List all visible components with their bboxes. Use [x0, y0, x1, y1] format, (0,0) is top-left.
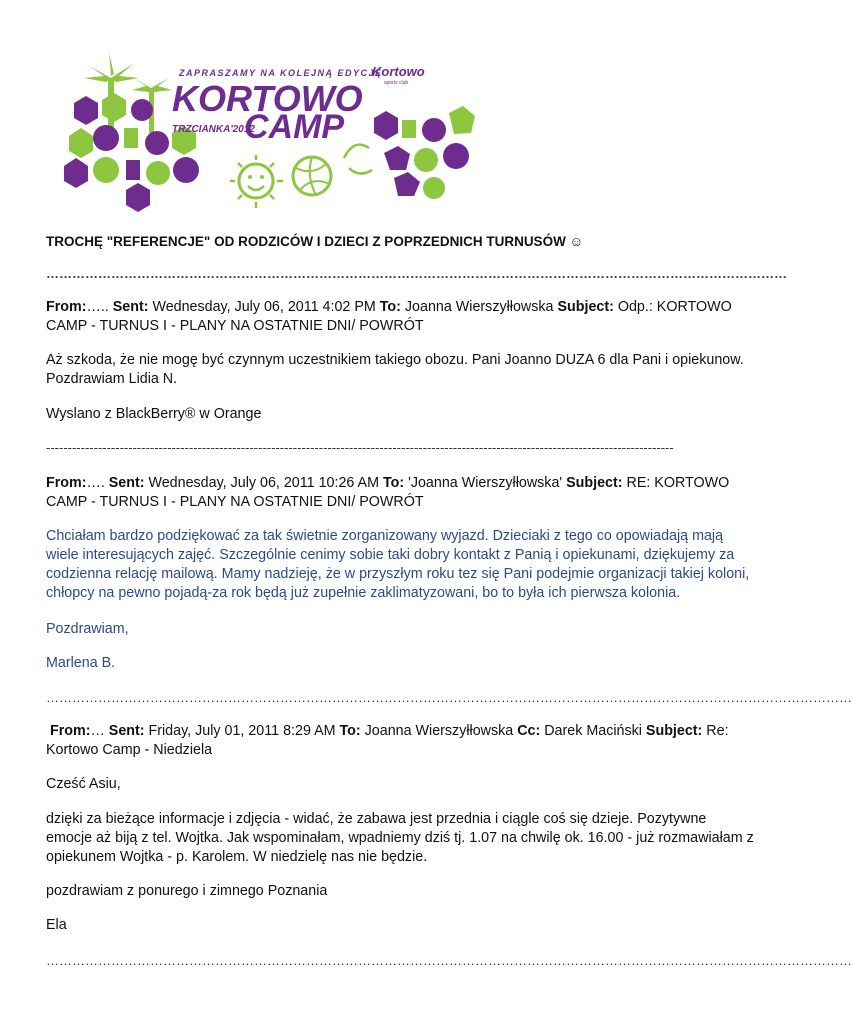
email-1-sent: Wednesday, July 06, 2011 4:02 PM	[148, 299, 380, 315]
separator-dots: ………………………………………………………………………………………………………………………………………………………	[46, 266, 787, 281]
sent-label: Sent:	[112, 299, 149, 315]
email-3-from: …	[90, 723, 109, 739]
email-3-sent: Friday, July 01, 2011 8:29 AM	[144, 723, 340, 739]
from-label: From:	[49, 723, 91, 739]
email-2-body: Chciałam bardzo podziękować za tak świetnie zorganizowany wyjazd. Dzieciaki z tego co opowiadają mają wiele interesujących zajęć. Szczególnie cenimy sobie taki dobry kontakt z Panią i opiekunami, dziękujemy za codzienna relację mailową. Mamy nadzieję, że w przyszłym roku tez się Pani podejmie organizacji takiej koloni, chłopcy na pewno pojadą-za rok będą już zupełnie zaklimatyzowani, bo to była ich pierwsza kolonia.	[46, 528, 750, 601]
email-2-greeting: Pozdrawiam,	[46, 621, 129, 637]
separator-dashes: -------------------------------------------------------------------------------------------------------------------------------------------------	[46, 440, 674, 455]
squiggle-decoration	[344, 145, 372, 174]
email-1-from: …..	[86, 299, 113, 315]
smiling-sun-icon	[230, 155, 283, 208]
email-2-subject: RE: KORTOWO CAMP - TURNUS I - PLANY NA OSTATNIE DNI/ POWRÓT	[46, 475, 730, 510]
email-3-subject: Re: Kortowo Camp - Niedziela	[46, 723, 729, 758]
logo-brand-sub: sports club	[384, 80, 409, 86]
page-heading: TROCHĘ "REFERENCJE" OD RODZICÓW I DZIECI Z POPRZEDNICH TURNUSÓW ☺	[46, 234, 584, 249]
logo-title-kortowo: KORTOWO	[172, 78, 363, 119]
to-label: To:	[379, 299, 401, 315]
logo-title-camp: CAMP	[244, 108, 345, 146]
logo-place: TRZCIANKA'2012	[172, 124, 255, 135]
subject-label: Subject:	[566, 475, 623, 491]
email-3-body: dzięki za bieżące informacje i zdjęcia - widać, że zabawa jest przednia i ciągle coś się dzieje. Pozytywne emocje aż biją z tel. Wojtka. Jak wspominałam, wpadniemy dziś tj. 1.07 na chwilę ok. 16.00 - już rozmawiałam z opiekunem Wojtka - p. Karolem. W niedzielę nas nie będzie.	[46, 811, 754, 865]
email-1-to: Joanna Wierszyłłowska	[400, 299, 558, 315]
email-3-to: Joanna Wierszyłłowska	[360, 723, 518, 739]
email-3-closing: pozdrawiam z ponurego i zimnego Poznania	[46, 883, 328, 899]
email-1-footer: Wyslano z BlackBerry® w Orange	[46, 406, 262, 422]
subject-label: Subject:	[557, 299, 614, 315]
email-3-header	[46, 722, 756, 760]
email-2-to: 'Joanna Wierszyłłowska'	[404, 475, 567, 491]
email-2-sent: Wednesday, July 06, 2011 10:26 AM	[144, 475, 383, 491]
to-label: To:	[382, 475, 405, 491]
email-3-salutation: Cześć Asiu,	[46, 776, 121, 792]
email-3-cc: Darek Maciński	[540, 723, 646, 739]
email-3-signature: Ela	[46, 917, 67, 933]
sent-label: Sent:	[108, 723, 145, 739]
logo-tagline: ZAPRASZAMY NA KOLEJNĄ EDYCJĘ	[179, 68, 383, 78]
separator-dots: ……………………………………………………………………………………………………………………………………………………………………	[46, 690, 852, 705]
to-label: To:	[339, 723, 361, 739]
kortowo-camp-logo	[54, 48, 504, 218]
sent-label: Sent:	[108, 475, 145, 491]
email-1-subject: Odp.: KORTOWO CAMP - TURNUS I - PLANY NA OSTATNIE DNI/ POWRÓT	[46, 299, 732, 334]
from-label: From:	[46, 475, 87, 491]
email-2-header	[46, 474, 756, 512]
email-1-body: Aż szkoda, że nie mogę być czynnym uczestnikiem takiego obozu. Pani Joanno DUZA 6 dla Pani i opiekunow. Pozdrawiam Lidia N.	[46, 352, 744, 387]
email-2-from: ….	[86, 475, 109, 491]
volleyball-icon	[293, 157, 331, 195]
email-1-header	[46, 298, 756, 336]
cc-label: Cc:	[517, 723, 541, 739]
email-2-signature: Marlena B.	[46, 655, 116, 671]
logo-brand: Kortowo	[372, 64, 425, 79]
palm-tree-icon	[84, 53, 172, 138]
separator-dots: ……………………………………………………………………………………………………………………………………………………………………	[46, 953, 852, 968]
subject-label: Subject:	[645, 723, 703, 739]
from-label: From:	[46, 299, 87, 315]
